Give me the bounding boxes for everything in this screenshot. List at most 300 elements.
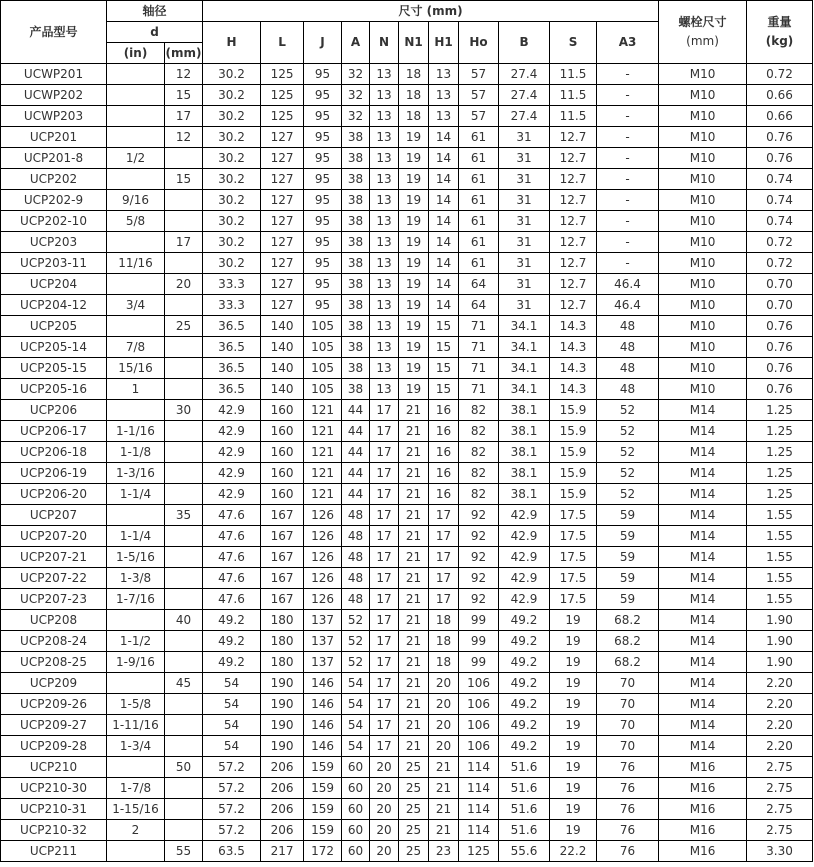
cell-dim-h1: 20: [429, 715, 459, 736]
cell-dim-a3: -: [597, 64, 659, 85]
cell-dim-a3: -: [597, 169, 659, 190]
cell-dim-s: 12.7: [550, 211, 597, 232]
cell-dim-a: 44: [342, 484, 370, 505]
cell-dim-ho: 99: [459, 652, 499, 673]
cell-dim-n: 13: [370, 64, 399, 85]
cell-weight: 2.20: [747, 715, 813, 736]
cell-dim-b: 38.1: [499, 442, 550, 463]
cell-bolt: M10: [659, 337, 747, 358]
cell-model: UCP208-24: [1, 631, 107, 652]
cell-dim-n1: 25: [399, 820, 429, 841]
header-model: 产品型号: [1, 1, 107, 64]
cell-model: UCP207-22: [1, 568, 107, 589]
cell-bolt: M10: [659, 169, 747, 190]
cell-dim-a: 38: [342, 337, 370, 358]
table-row: [1, 610, 813, 631]
cell-weight: 1.90: [747, 631, 813, 652]
cell-dim-b: 31: [499, 232, 550, 253]
cell-dim-l: 206: [261, 778, 304, 799]
cell-dim-a3: -: [597, 106, 659, 127]
cell-dim-l: 140: [261, 337, 304, 358]
cell-dim-l: 160: [261, 400, 304, 421]
cell-dim-l: 190: [261, 715, 304, 736]
cell-dim-s: 12.7: [550, 295, 597, 316]
cell-shaft-in: 1-1/4: [107, 526, 165, 547]
cell-dim-a3: -: [597, 190, 659, 211]
cell-dim-a: 52: [342, 610, 370, 631]
cell-dim-j: 95: [304, 232, 342, 253]
cell-dim-a: 32: [342, 106, 370, 127]
cell-shaft-mm: [165, 421, 203, 442]
cell-dim-s: 19: [550, 799, 597, 820]
header-bolt-unit: (mm): [686, 34, 719, 48]
cell-dim-h1: 18: [429, 631, 459, 652]
cell-dim-h1: 15: [429, 316, 459, 337]
cell-dim-a: 48: [342, 547, 370, 568]
cell-dim-h: 36.5: [203, 337, 261, 358]
cell-dim-a3: 46.4: [597, 295, 659, 316]
cell-dim-b: 31: [499, 211, 550, 232]
cell-weight: 1.55: [747, 589, 813, 610]
cell-dim-h1: 17: [429, 547, 459, 568]
cell-shaft-mm: [165, 148, 203, 169]
cell-dim-ho: 82: [459, 463, 499, 484]
cell-dim-j: 95: [304, 127, 342, 148]
cell-dim-h1: 21: [429, 757, 459, 778]
cell-weight: 0.76: [747, 337, 813, 358]
table-row: [1, 757, 813, 778]
cell-dim-b: 49.2: [499, 694, 550, 715]
cell-dim-b: 42.9: [499, 589, 550, 610]
cell-dim-s: 12.7: [550, 169, 597, 190]
cell-dim-n1: 21: [399, 673, 429, 694]
cell-dim-ho: 114: [459, 799, 499, 820]
cell-shaft-mm: 40: [165, 610, 203, 631]
cell-weight: 1.55: [747, 526, 813, 547]
cell-weight: 2.20: [747, 673, 813, 694]
cell-weight: 1.25: [747, 442, 813, 463]
cell-shaft-in: 1-15/16: [107, 799, 165, 820]
cell-dim-h1: 17: [429, 589, 459, 610]
table-row: [1, 568, 813, 589]
cell-dim-l: 167: [261, 547, 304, 568]
cell-bolt: M10: [659, 190, 747, 211]
cell-dim-l: 167: [261, 589, 304, 610]
cell-bolt: M10: [659, 379, 747, 400]
cell-dim-ho: 64: [459, 274, 499, 295]
cell-model: UCP209-28: [1, 736, 107, 757]
cell-dim-a: 38: [342, 379, 370, 400]
cell-dim-h: 30.2: [203, 169, 261, 190]
cell-dim-a: 38: [342, 253, 370, 274]
cell-dim-a3: 76: [597, 799, 659, 820]
cell-model: UCP205-14: [1, 337, 107, 358]
cell-dim-h1: 16: [429, 484, 459, 505]
table-body: [1, 64, 813, 862]
cell-dim-h: 47.6: [203, 547, 261, 568]
header-dim-ho: Ho: [459, 22, 499, 64]
cell-dim-n1: 21: [399, 589, 429, 610]
cell-bolt: M14: [659, 505, 747, 526]
cell-bolt: M14: [659, 589, 747, 610]
cell-shaft-mm: 55: [165, 841, 203, 862]
cell-bolt: M10: [659, 316, 747, 337]
cell-bolt: M14: [659, 421, 747, 442]
cell-model: UCP206-20: [1, 484, 107, 505]
cell-dim-h1: 14: [429, 274, 459, 295]
cell-dim-a: 60: [342, 841, 370, 862]
cell-shaft-in: 1-7/8: [107, 778, 165, 799]
cell-dim-s: 14.3: [550, 316, 597, 337]
cell-dim-h: 47.6: [203, 505, 261, 526]
header-dim-a3: A3: [597, 22, 659, 64]
cell-dim-h: 33.3: [203, 295, 261, 316]
cell-weight: 2.75: [747, 757, 813, 778]
cell-bolt: M10: [659, 253, 747, 274]
cell-dim-j: 146: [304, 715, 342, 736]
cell-dim-l: 127: [261, 211, 304, 232]
cell-dim-n: 13: [370, 85, 399, 106]
cell-dim-a: 44: [342, 400, 370, 421]
cell-dim-ho: 92: [459, 568, 499, 589]
cell-dim-l: 125: [261, 106, 304, 127]
cell-dim-h1: 20: [429, 736, 459, 757]
table-row: [1, 400, 813, 421]
cell-dim-a3: 48: [597, 316, 659, 337]
cell-dim-h: 36.5: [203, 379, 261, 400]
cell-weight: 1.25: [747, 421, 813, 442]
cell-dim-a: 32: [342, 85, 370, 106]
cell-dim-a3: 52: [597, 400, 659, 421]
cell-shaft-in: [107, 610, 165, 631]
cell-dim-h: 42.9: [203, 484, 261, 505]
cell-shaft-in: [107, 127, 165, 148]
cell-shaft-mm: [165, 736, 203, 757]
cell-dim-b: 31: [499, 295, 550, 316]
cell-dim-a: 54: [342, 736, 370, 757]
cell-dim-ho: 106: [459, 736, 499, 757]
cell-dim-l: 167: [261, 526, 304, 547]
cell-dim-l: 127: [261, 148, 304, 169]
cell-dim-n1: 19: [399, 379, 429, 400]
table-row: [1, 358, 813, 379]
table-row: [1, 148, 813, 169]
cell-dim-a3: 68.2: [597, 610, 659, 631]
cell-model: UCP203-11: [1, 253, 107, 274]
table-row: [1, 736, 813, 757]
cell-dim-n: 13: [370, 337, 399, 358]
cell-dim-s: 15.9: [550, 421, 597, 442]
cell-bolt: M10: [659, 64, 747, 85]
cell-dim-b: 49.2: [499, 673, 550, 694]
cell-dim-a: 54: [342, 673, 370, 694]
cell-dim-ho: 92: [459, 547, 499, 568]
cell-dim-n: 13: [370, 190, 399, 211]
cell-dim-ho: 82: [459, 484, 499, 505]
cell-model: UCP202-10: [1, 211, 107, 232]
cell-bolt: M10: [659, 274, 747, 295]
cell-dim-a: 38: [342, 211, 370, 232]
cell-dim-l: 160: [261, 442, 304, 463]
cell-dim-j: 105: [304, 379, 342, 400]
cell-shaft-mm: [165, 715, 203, 736]
cell-shaft-in: 1-3/8: [107, 568, 165, 589]
cell-dim-n: 13: [370, 232, 399, 253]
cell-dim-b: 27.4: [499, 85, 550, 106]
cell-dim-n: 13: [370, 169, 399, 190]
cell-weight: 0.76: [747, 358, 813, 379]
cell-weight: 0.70: [747, 274, 813, 295]
cell-dim-h: 57.2: [203, 820, 261, 841]
cell-shaft-mm: 12: [165, 64, 203, 85]
cell-dim-a: 38: [342, 190, 370, 211]
cell-bolt: M16: [659, 778, 747, 799]
cell-dim-a3: 70: [597, 673, 659, 694]
cell-dim-n: 20: [370, 799, 399, 820]
cell-model: UCWP202: [1, 85, 107, 106]
cell-bolt: M10: [659, 106, 747, 127]
header-weight-title: 重量: [767, 15, 792, 29]
cell-dim-n1: 19: [399, 337, 429, 358]
cell-shaft-in: 11/16: [107, 253, 165, 274]
cell-dim-a: 60: [342, 757, 370, 778]
cell-dim-h: 30.2: [203, 106, 261, 127]
cell-dim-j: 121: [304, 463, 342, 484]
cell-dim-h1: 14: [429, 169, 459, 190]
cell-weight: 0.66: [747, 85, 813, 106]
cell-shaft-in: 1-5/8: [107, 694, 165, 715]
cell-dim-l: 127: [261, 274, 304, 295]
cell-dim-ho: 82: [459, 421, 499, 442]
cell-model: UCP204-12: [1, 295, 107, 316]
cell-dim-h: 30.2: [203, 190, 261, 211]
header-bolt: [659, 1, 747, 64]
cell-dim-n: 20: [370, 841, 399, 862]
cell-dim-ho: 61: [459, 190, 499, 211]
cell-weight: 2.20: [747, 694, 813, 715]
cell-dim-a: 44: [342, 442, 370, 463]
cell-dim-a: 38: [342, 169, 370, 190]
cell-dim-n1: 21: [399, 547, 429, 568]
cell-shaft-mm: [165, 190, 203, 211]
cell-dim-ho: 82: [459, 442, 499, 463]
cell-dim-h1: 14: [429, 190, 459, 211]
cell-dim-a3: 59: [597, 526, 659, 547]
header-dim-b: B: [499, 22, 550, 64]
table-row: [1, 778, 813, 799]
cell-model: UCP211: [1, 841, 107, 862]
cell-dim-l: 160: [261, 463, 304, 484]
cell-weight: 0.74: [747, 211, 813, 232]
cell-dim-ho: 125: [459, 841, 499, 862]
cell-dim-ho: 57: [459, 85, 499, 106]
cell-bolt: M14: [659, 652, 747, 673]
cell-dim-ho: 82: [459, 400, 499, 421]
cell-dim-s: 19: [550, 610, 597, 631]
cell-bolt: M14: [659, 715, 747, 736]
cell-dim-a: 48: [342, 505, 370, 526]
cell-shaft-mm: [165, 358, 203, 379]
cell-dim-h: 42.9: [203, 421, 261, 442]
cell-dim-n: 13: [370, 253, 399, 274]
cell-dim-n1: 21: [399, 526, 429, 547]
cell-bolt: M16: [659, 799, 747, 820]
table-row: [1, 253, 813, 274]
cell-bolt: M14: [659, 463, 747, 484]
cell-bolt: M14: [659, 484, 747, 505]
cell-dim-h: 49.2: [203, 610, 261, 631]
cell-dim-h: 42.9: [203, 463, 261, 484]
cell-dim-h: 63.5: [203, 841, 261, 862]
cell-dim-j: 126: [304, 526, 342, 547]
cell-model: UCP206: [1, 400, 107, 421]
cell-dim-l: 140: [261, 379, 304, 400]
cell-dim-ho: 71: [459, 358, 499, 379]
cell-dim-n1: 21: [399, 400, 429, 421]
header-dim-n: N: [370, 22, 399, 64]
cell-dim-n: 17: [370, 631, 399, 652]
cell-dim-j: 95: [304, 85, 342, 106]
cell-dim-h: 57.2: [203, 778, 261, 799]
cell-dim-j: 159: [304, 799, 342, 820]
cell-dim-a: 32: [342, 64, 370, 85]
cell-dim-j: 121: [304, 442, 342, 463]
cell-model: UCP207: [1, 505, 107, 526]
cell-shaft-mm: 17: [165, 232, 203, 253]
cell-shaft-mm: 17: [165, 106, 203, 127]
cell-dim-j: 126: [304, 568, 342, 589]
cell-dim-a3: 70: [597, 736, 659, 757]
cell-dim-h1: 13: [429, 64, 459, 85]
cell-dim-a3: -: [597, 148, 659, 169]
cell-bolt: M10: [659, 148, 747, 169]
cell-dim-l: 190: [261, 673, 304, 694]
cell-model: UCP206-17: [1, 421, 107, 442]
cell-model: UCP205: [1, 316, 107, 337]
cell-dim-a: 38: [342, 127, 370, 148]
cell-dim-l: 127: [261, 253, 304, 274]
cell-dim-b: 49.2: [499, 736, 550, 757]
cell-dim-s: 11.5: [550, 106, 597, 127]
cell-shaft-in: [107, 841, 165, 862]
cell-dim-s: 15.9: [550, 463, 597, 484]
cell-dim-j: 95: [304, 106, 342, 127]
cell-dim-h1: 14: [429, 232, 459, 253]
cell-dim-n1: 19: [399, 190, 429, 211]
cell-shaft-mm: [165, 631, 203, 652]
header-shaft-group: 轴径: [107, 1, 203, 22]
cell-dim-h: 54: [203, 715, 261, 736]
cell-dim-b: 42.9: [499, 547, 550, 568]
cell-dim-n1: 19: [399, 148, 429, 169]
cell-weight: 0.76: [747, 148, 813, 169]
cell-dim-ho: 114: [459, 820, 499, 841]
cell-weight: 0.72: [747, 64, 813, 85]
cell-shaft-in: [107, 757, 165, 778]
table-row: [1, 526, 813, 547]
cell-dim-l: 125: [261, 85, 304, 106]
table-row: [1, 673, 813, 694]
cell-dim-h: 47.6: [203, 589, 261, 610]
cell-dim-n: 17: [370, 484, 399, 505]
cell-dim-a3: 76: [597, 757, 659, 778]
cell-dim-l: 190: [261, 736, 304, 757]
cell-dim-n: 13: [370, 274, 399, 295]
cell-shaft-in: 1-9/16: [107, 652, 165, 673]
cell-dim-n1: 19: [399, 295, 429, 316]
cell-dim-ho: 71: [459, 379, 499, 400]
cell-dim-h: 36.5: [203, 316, 261, 337]
cell-dim-a: 60: [342, 778, 370, 799]
table-row: [1, 547, 813, 568]
cell-dim-b: 31: [499, 148, 550, 169]
table-row: [1, 505, 813, 526]
cell-shaft-in: 1-3/16: [107, 463, 165, 484]
cell-dim-a: 54: [342, 715, 370, 736]
cell-dim-j: 146: [304, 694, 342, 715]
cell-dim-a: 38: [342, 232, 370, 253]
cell-dim-b: 51.6: [499, 799, 550, 820]
cell-dim-ho: 61: [459, 253, 499, 274]
cell-model: UCP209-27: [1, 715, 107, 736]
cell-weight: 1.25: [747, 484, 813, 505]
cell-dim-ho: 92: [459, 505, 499, 526]
cell-model: UCP207-20: [1, 526, 107, 547]
table-row: [1, 715, 813, 736]
cell-dim-j: 95: [304, 253, 342, 274]
cell-dim-n: 17: [370, 547, 399, 568]
cell-weight: 1.55: [747, 505, 813, 526]
cell-shaft-in: 1-5/16: [107, 547, 165, 568]
cell-dim-n: 17: [370, 421, 399, 442]
cell-dim-b: 38.1: [499, 484, 550, 505]
cell-dim-n: 20: [370, 820, 399, 841]
cell-shaft-mm: [165, 568, 203, 589]
cell-dim-n: 17: [370, 673, 399, 694]
table-row: [1, 589, 813, 610]
cell-model: UCP209-26: [1, 694, 107, 715]
cell-dim-l: 140: [261, 316, 304, 337]
cell-shaft-in: 7/8: [107, 337, 165, 358]
cell-weight: 1.55: [747, 547, 813, 568]
cell-bolt: M14: [659, 694, 747, 715]
cell-dim-n1: 18: [399, 64, 429, 85]
cell-dim-n1: 19: [399, 232, 429, 253]
cell-shaft-mm: [165, 820, 203, 841]
cell-dim-n1: 21: [399, 694, 429, 715]
cell-model: UCWP203: [1, 106, 107, 127]
cell-shaft-mm: [165, 547, 203, 568]
cell-dim-n1: 18: [399, 85, 429, 106]
cell-dim-h1: 15: [429, 379, 459, 400]
cell-dim-l: 127: [261, 190, 304, 211]
cell-shaft-mm: 15: [165, 85, 203, 106]
cell-dim-ho: 61: [459, 232, 499, 253]
cell-dim-a3: 68.2: [597, 631, 659, 652]
cell-shaft-in: 15/16: [107, 358, 165, 379]
cell-dim-ho: 57: [459, 106, 499, 127]
cell-dim-a: 44: [342, 463, 370, 484]
cell-dim-n: 17: [370, 463, 399, 484]
cell-dim-a3: 52: [597, 463, 659, 484]
cell-dim-h1: 14: [429, 127, 459, 148]
cell-shaft-mm: 15: [165, 169, 203, 190]
cell-dim-s: 14.3: [550, 379, 597, 400]
cell-dim-l: 167: [261, 568, 304, 589]
cell-model: UCP207-21: [1, 547, 107, 568]
cell-dim-j: 95: [304, 64, 342, 85]
cell-model: UCP209: [1, 673, 107, 694]
